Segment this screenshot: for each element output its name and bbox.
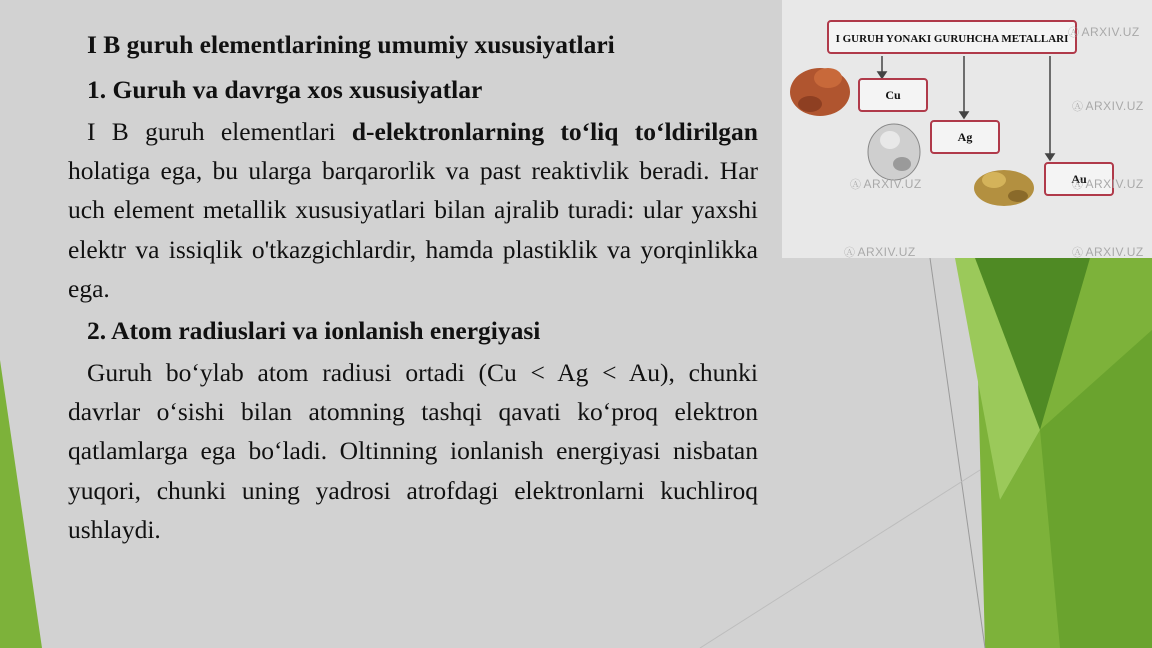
element-box-ag: Ag	[930, 120, 1000, 154]
section-2-title: 2. Atom radiuslari va ionlanish energiyasi	[87, 316, 541, 346]
section-2-paragraph: Guruh bo‘ylab atom radiusi ortadi (Cu < Ag < Au), chunki davrlar o‘sishi bilan atomning tashqi qavati ko‘proq elektron qatlamlarga ega bo‘ladi. Oltinning ionlanish energiyasi nisbatan yuqori, chunki uning yadrosi atrofdagi elektronlarni kuchliroq ushlaydi.	[68, 358, 758, 544]
slide-heading: I B guruh elementlarining umumiy xususiyatlari	[87, 30, 615, 59]
section-1-title: 1. Guruh va davrga xos xususiyatlar	[87, 75, 483, 104]
watermark: Ⓐ ARXIV.UZ	[1068, 24, 1140, 40]
element-box-cu: Cu	[858, 78, 928, 112]
slide-content	[68, 22, 758, 549]
bold-term: d-elektronlarning to‘liq to‘ldirilgan	[351, 117, 758, 146]
watermark: Ⓐ ARXIV.UZ	[1072, 98, 1144, 114]
paragraph-text: holatiga ega, bu ularga barqarorlik va past reaktivlik beradi. Har uch element metallik xususiyatlari bilan ajralib turadi: ular yaxshi elektr va issiqlik o'tkazgichlardir, hamda plastiklik va yorqinlikka ega.	[68, 156, 758, 303]
watermark: Ⓐ ARXIV.UZ	[850, 176, 922, 192]
watermark: Ⓐ ARXIV.UZ	[844, 244, 916, 260]
diagram-header: I GURUH YONAKI GURUHCHA METALLARI	[827, 20, 1077, 54]
section-1-paragraph	[68, 112, 758, 308]
silver-nugget-icon	[868, 124, 920, 180]
metals-diagram	[782, 0, 1152, 258]
element-box-au: Au	[1044, 162, 1114, 196]
gold-nugget-icon	[974, 170, 1034, 206]
watermark: Ⓐ ARXIV.UZ	[1072, 176, 1144, 192]
paragraph-text: I B guruh elementlari	[87, 117, 352, 146]
left-green-wedge	[0, 360, 42, 648]
watermark: Ⓐ ARXIV.UZ	[1072, 244, 1144, 260]
copper-nugget-icon	[790, 68, 850, 116]
